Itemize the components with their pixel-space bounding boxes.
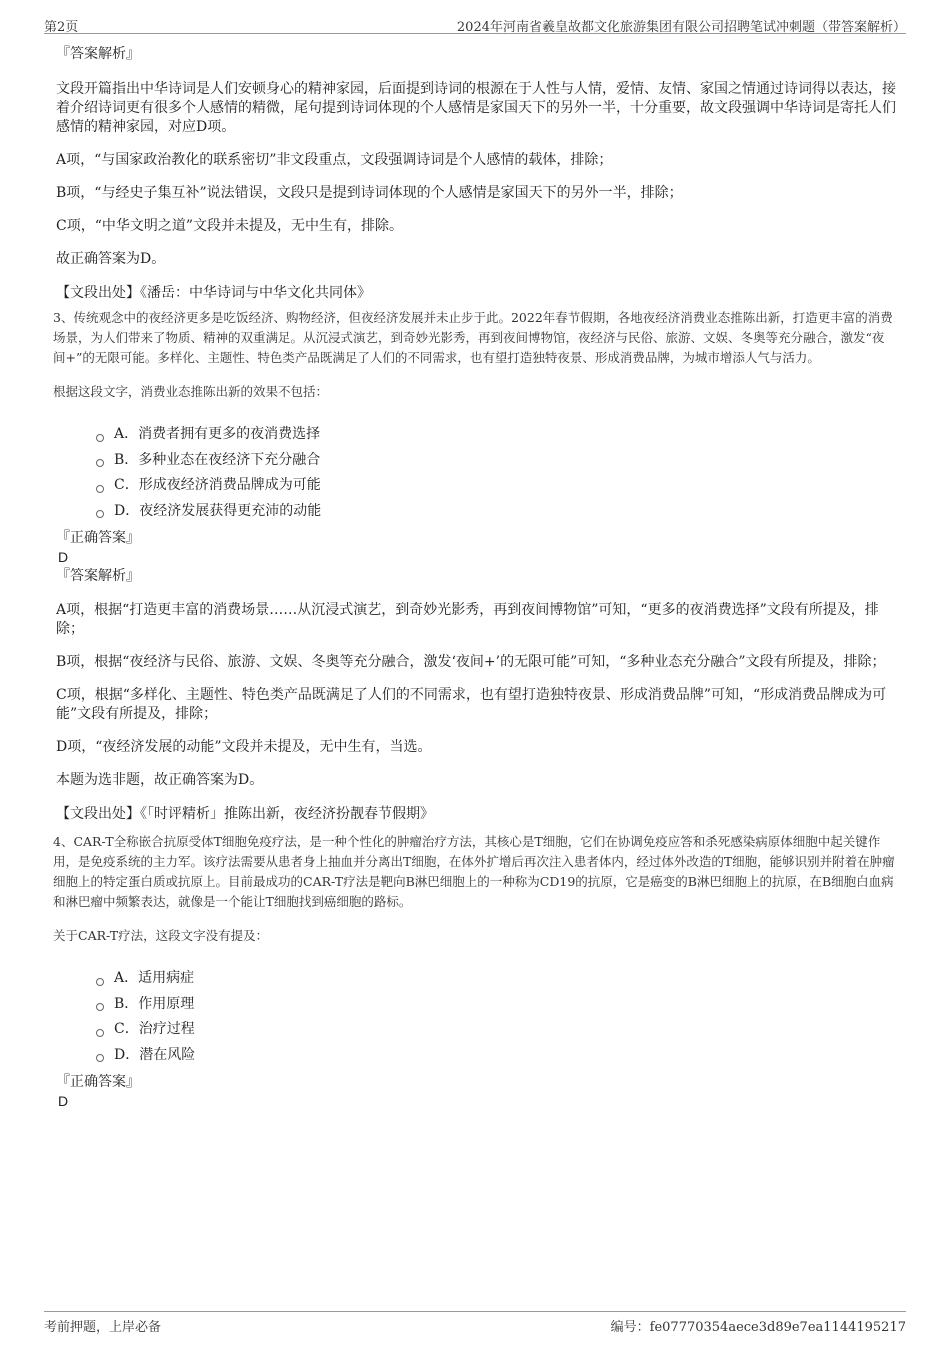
question-3-text: 3、传统观念中的夜经济更多是吃饭经济、购物经济，但夜经济发展并未止步于此。2022年春节假期，各地夜经济消费业态推陈出新，打造更丰富的消费场景，为人们带来了物质、精神的双重满足。从沉浸式演艺，到奇妙光影秀，再到夜间博物馆，夜经济与民俗、旅游、文娱、冬奥等充分融合，激发“夜间+”的无限可能。多样化、主题性、特色类产品既满足了人们的不同需求，也有望打造独特夜景、形成消费品牌，为城市增添人气与活力。 <box>53 310 893 365</box>
option-a[interactable] <box>96 966 896 992</box>
radio-icon[interactable] <box>96 1054 104 1062</box>
option-label: D．夜经济发展获得更充沛的动能 <box>114 502 322 519</box>
radio-icon[interactable] <box>96 978 104 986</box>
question-4-prompt: 关于CAR-T疗法，这段文字没有提及： <box>53 928 269 943</box>
option-d[interactable] <box>96 1043 896 1069</box>
page-content <box>53 44 896 1110</box>
option-c[interactable] <box>96 1017 896 1043</box>
question-3-prompt: 根据这段文字，消费业态推陈出新的效果不包括： <box>53 384 329 399</box>
page-number: 第2页 <box>44 20 79 35</box>
option-label: A．消费者拥有更多的夜消费选择 <box>114 426 321 442</box>
radio-icon[interactable] <box>96 1003 104 1011</box>
question-3-options <box>96 422 896 524</box>
source-citation: 【文段出处】《「时评精析」推陈出新，夜经济扮靓春节假期》 <box>56 806 434 822</box>
radio-icon[interactable] <box>96 1029 104 1037</box>
option-label: B．多种业态在夜经济下充分融合 <box>114 451 321 468</box>
analysis-option-a: A项，“与国家政治教化的联系密切”非文段重点，文段强调诗词是个人感情的载体，排除； <box>56 152 613 168</box>
option-c[interactable] <box>96 473 896 499</box>
correct-answer-label: 『正确答案』 <box>56 530 140 546</box>
radio-icon[interactable] <box>96 485 104 493</box>
correct-answer-label: 『正确答案』 <box>56 1074 140 1090</box>
analysis-label: 『答案解析』 <box>56 46 140 62</box>
option-label: B．作用原理 <box>114 995 195 1012</box>
option-d[interactable] <box>96 499 896 525</box>
correct-answer: D <box>58 1093 69 1109</box>
option-a[interactable] <box>96 422 896 448</box>
question-4-text: 4、CAR-T全称嵌合抗原受体T细胞免疫疗法，是一种个性化的肿瘤治疗方法，其核心是T细胞，它们在协调免疫应答和杀死感染病原体细胞中起关键作用，是免疫系统的主力军。该疗法需要从患者身上抽血并分离出T细胞，在体外扩增后再次注入患者体内，经过体外改造的T细胞，能够识别并附着在肿瘤细胞上的特定蛋白质或抗原上。目前最成功的CAR-T疗法是靶向B淋巴细胞上的一种称为CD19的抗原，它是癌变的B淋巴细胞上的抗原，在B细胞白血病和淋巴瘤中频繁表达，就像是一个能让T细胞找到癌细胞的路标。 <box>53 834 895 909</box>
option-b[interactable] <box>96 448 896 474</box>
conclusion: 故正确答案为D。 <box>56 251 166 267</box>
page-footer <box>44 1311 906 1335</box>
analysis-option-a: A项，根据“打造更丰富的消费场景……从沉浸式演艺，到奇妙光影秀，再到夜间博物馆”可知，“更多的夜消费选择”文段有所提及，排除； <box>56 602 879 637</box>
radio-icon[interactable] <box>96 510 104 518</box>
document-title: 2024年河南省羲皇故都文化旅游集团有限公司招聘笔试冲刺题（带答案解析） <box>456 20 906 35</box>
page-header <box>44 14 906 34</box>
footer-slogan: 考前押题，上岸必备 <box>44 1320 162 1335</box>
analysis-option-d: D项，“夜经济发展的动能”文段并未提及，无中生有，当选。 <box>56 739 432 755</box>
analysis-option-c: C项，根据“多样化、主题性、特色类产品既满足了人们的不同需求，也有望打造独特夜景、形成消费品牌”可知，“形成消费品牌成为可能”文段有所提及，排除； <box>56 687 887 722</box>
analysis-label: 『答案解析』 <box>56 568 140 584</box>
analysis-option-c: C项，“中华文明之道”文段并未提及，无中生有，排除。 <box>56 218 404 234</box>
option-label: C．形成夜经济消费品牌成为可能 <box>114 477 321 493</box>
document-id: 编号：fe07770354aece3d89e7ea1144195217 <box>610 1320 906 1335</box>
analysis-paragraph: 文段开篇指出中华诗词是人们安顿身心的精神家园，后面提到诗词的根源在于人性与人情，爱情、友情、家国之情通过诗词得以表达，接着介绍诗词更有很多个人感情的精微，尾句提到诗词体现的个人感情是家国天下的另外一半，十分重要，故文段强调中华诗词是寄托人们感情的精神家园，对应D项。 <box>56 81 896 135</box>
radio-icon[interactable] <box>96 459 104 467</box>
source-citation: 【文段出处】《潘岳：中华诗词与中华文化共同体》 <box>56 285 371 301</box>
radio-icon[interactable] <box>96 434 104 442</box>
option-label: D．潜在风险 <box>114 1046 196 1063</box>
option-label: A．适用病症 <box>114 970 195 986</box>
conclusion: 本题为选非题，故正确答案为D。 <box>56 772 264 788</box>
analysis-option-b: B项，“与经史子集互补”说法错误，文段只是提到诗词体现的个人感情是家国天下的另外一半，排除； <box>56 185 683 201</box>
option-label: C．治疗过程 <box>114 1021 195 1037</box>
question-4-options <box>96 966 896 1068</box>
correct-answer: D <box>58 549 69 565</box>
analysis-option-b: B项，根据“夜经济与民俗、旅游、文娱、冬奥等充分融合，激发‘夜间+’的无限可能”可知，“多种业态充分融合”文段有所提及，排除； <box>56 654 886 670</box>
option-b[interactable] <box>96 992 896 1018</box>
